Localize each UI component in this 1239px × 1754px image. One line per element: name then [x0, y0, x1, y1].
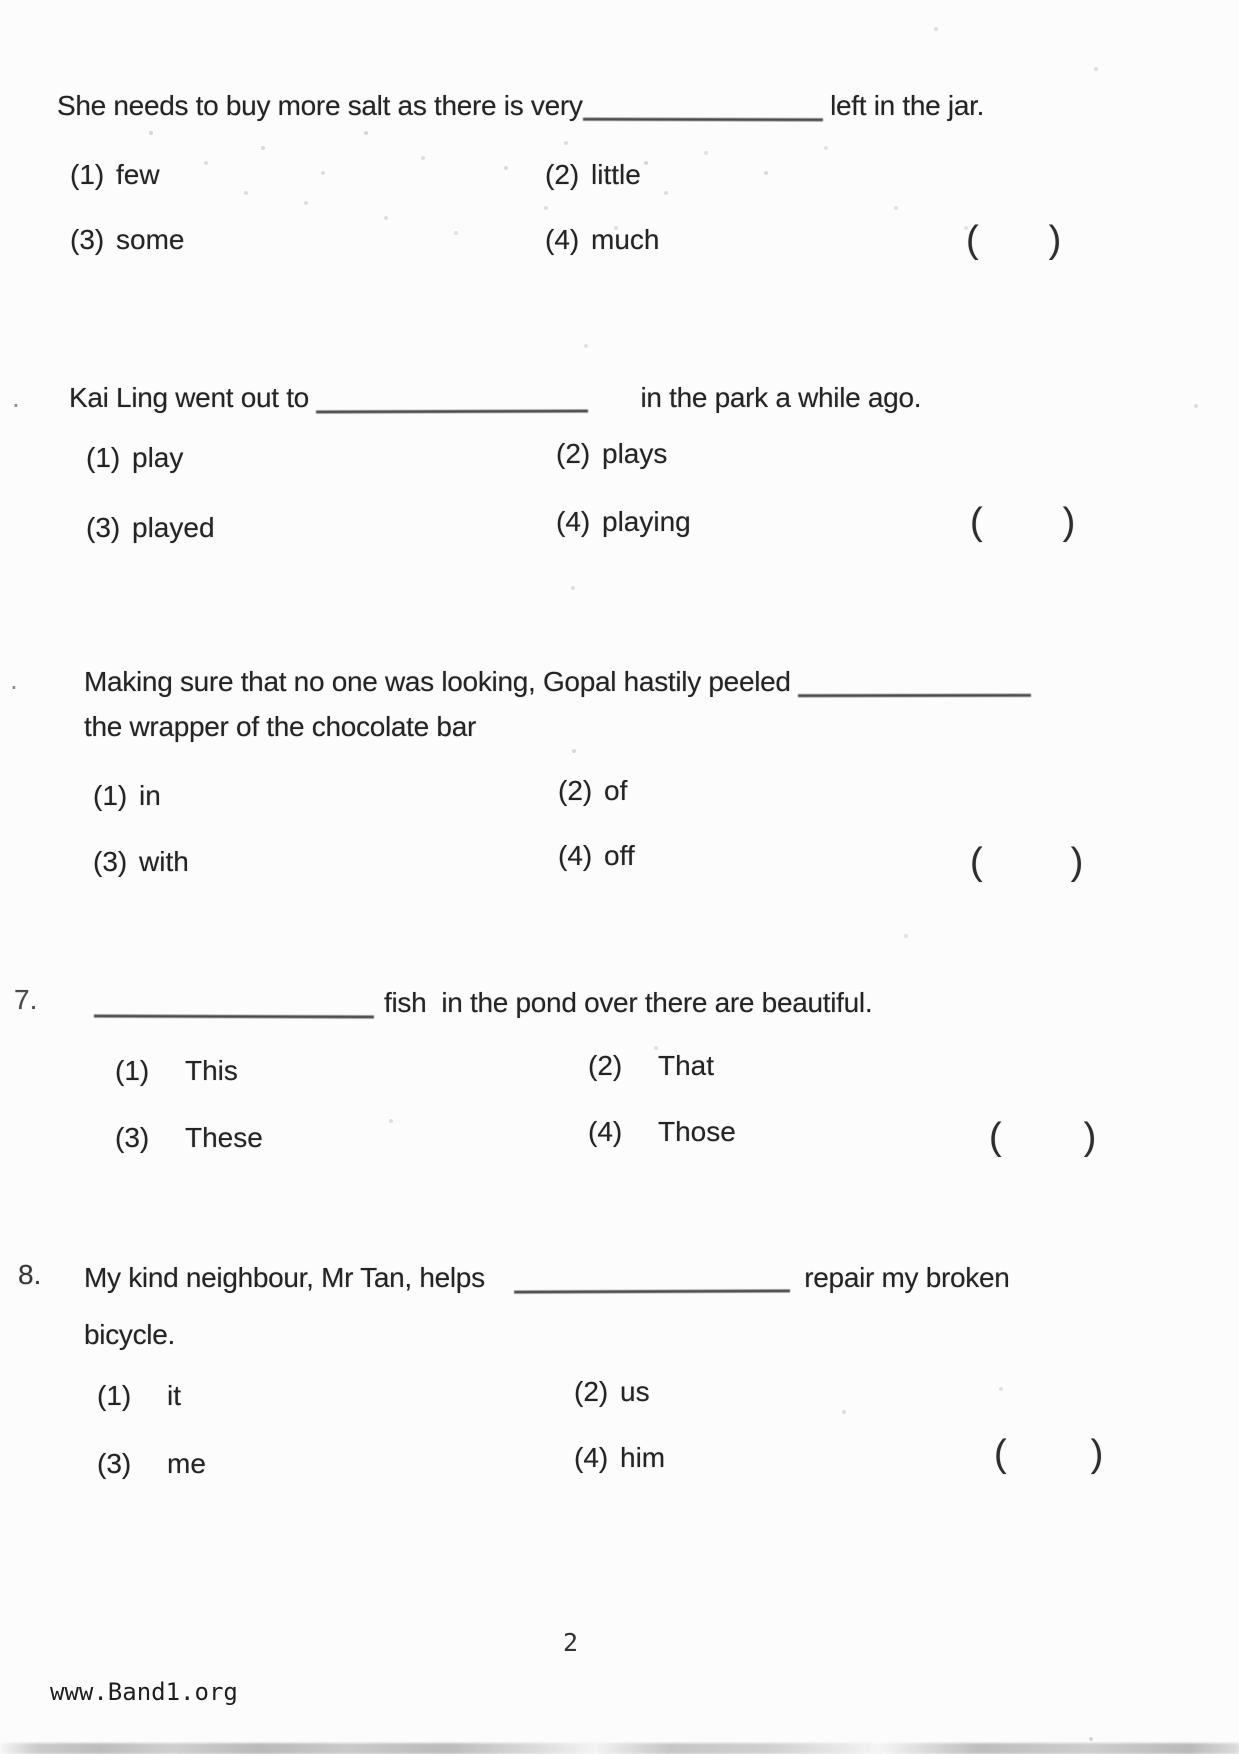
option-text: some	[116, 224, 185, 255]
bracket-close: )	[1070, 841, 1084, 883]
option-cell	[574, 1376, 650, 1408]
option-text: it	[167, 1380, 181, 1411]
stem-text-before: Making sure that no one was looking, Gopal hastily peeled	[84, 666, 799, 697]
answer-blank[interactable]	[514, 1263, 790, 1293]
question-stem	[84, 662, 1031, 698]
question-stem-line2: the wrapper of the chocolate bar	[84, 711, 476, 742]
option-number: (1)	[97, 1380, 132, 1411]
option-number: (2)	[588, 1050, 623, 1081]
option-text: of	[604, 775, 628, 806]
bracket-open: (	[970, 501, 983, 543]
option-number: (2)	[545, 159, 580, 190]
option-text: in	[139, 780, 161, 811]
option-text: little	[591, 159, 641, 190]
answer-bracket[interactable]	[989, 1113, 1096, 1161]
option-cell	[588, 1116, 736, 1148]
bracket-close: )	[1048, 219, 1062, 261]
question-stem	[94, 983, 872, 1019]
question-number: .	[12, 382, 20, 413]
option-cell	[556, 506, 691, 538]
option-number: (4)	[574, 1442, 609, 1473]
bracket-open: (	[970, 841, 983, 883]
option-text: play	[132, 442, 184, 473]
question-number: 7.	[14, 984, 38, 1015]
answer-blank[interactable]	[316, 384, 588, 414]
option-cell	[558, 775, 627, 807]
option-number: (3)	[115, 1122, 150, 1153]
option-cell	[115, 1122, 263, 1154]
answer-bracket[interactable]	[994, 1430, 1103, 1478]
bracket-open: (	[994, 1433, 1007, 1475]
option-number: (3)	[70, 224, 105, 255]
question-stem	[57, 86, 984, 122]
option-text: him	[620, 1442, 666, 1473]
answer-bracket[interactable]	[970, 838, 1083, 886]
option-text: playing	[602, 506, 691, 537]
bracket-open: (	[966, 219, 979, 261]
option-text: off	[604, 840, 635, 871]
option-number: (1)	[86, 442, 121, 473]
answer-blank[interactable]	[798, 668, 1031, 697]
option-number: (1)	[115, 1055, 150, 1086]
option-number: (2)	[556, 438, 591, 469]
option-text: Those	[658, 1116, 736, 1147]
option-number: (1)	[93, 780, 128, 811]
page-number: 2	[563, 1628, 579, 1657]
stem-text-after: left in the jar.	[822, 90, 985, 121]
option-text: me	[167, 1448, 206, 1479]
option-text: plays	[602, 438, 668, 469]
option-cell	[86, 442, 183, 474]
answer-bracket[interactable]	[966, 216, 1061, 264]
stem-text-before: My kind neighbour, Mr Tan, helps	[84, 1262, 493, 1293]
option-cell	[558, 840, 635, 872]
option-text: played	[132, 512, 215, 543]
option-cell	[86, 512, 215, 544]
option-text: This	[185, 1055, 238, 1086]
option-number: (4)	[588, 1116, 623, 1147]
stem-text-before: Kai Ling went out to	[69, 382, 317, 413]
option-number: (3)	[86, 512, 121, 543]
bracket-close: )	[1062, 501, 1076, 543]
option-cell	[93, 846, 189, 878]
option-number: (4)	[545, 224, 580, 255]
option-text: few	[116, 159, 160, 190]
question-stem	[69, 378, 921, 414]
option-cell	[545, 159, 641, 191]
question-number: 8.	[18, 1259, 42, 1290]
stem-text-after: fish in the pond over there are beautiful.	[384, 987, 873, 1018]
option-number: (1)	[70, 159, 105, 190]
stem-text-after: in the park a while ago.	[640, 382, 922, 413]
question-number: .	[10, 664, 18, 695]
option-cell	[70, 224, 184, 256]
option-number: (2)	[574, 1376, 609, 1407]
stem-text-after: repair my broken	[804, 1262, 1010, 1293]
answer-blank[interactable]	[583, 92, 823, 122]
bracket-close: )	[1090, 1433, 1104, 1475]
option-text: That	[658, 1050, 715, 1081]
option-cell	[115, 1055, 238, 1087]
website-footer: www.Band1.org	[50, 1678, 238, 1706]
option-cell	[97, 1380, 181, 1412]
option-text: These	[185, 1122, 263, 1153]
scan-noise	[0, 0, 2, 2]
option-number: (4)	[558, 840, 593, 871]
option-number: (4)	[556, 506, 591, 537]
option-text: much	[591, 224, 660, 255]
bracket-close: )	[1083, 1116, 1097, 1158]
option-text: with	[139, 846, 189, 877]
answer-blank[interactable]	[94, 989, 374, 1019]
stem-text-before: She needs to buy more salt as there is very	[57, 90, 583, 121]
option-cell	[97, 1448, 206, 1480]
question-stem	[84, 1258, 1010, 1294]
option-cell	[545, 224, 659, 256]
bottom-scan-edge	[0, 1743, 1239, 1754]
option-number: (2)	[558, 775, 593, 806]
option-cell	[70, 159, 160, 191]
question-stem-line2: bicycle.	[84, 1319, 175, 1350]
option-cell	[588, 1050, 714, 1082]
option-number: (3)	[93, 846, 128, 877]
option-number: (3)	[97, 1448, 132, 1479]
option-cell	[556, 438, 667, 470]
answer-bracket[interactable]	[970, 498, 1075, 546]
option-cell	[93, 780, 161, 812]
bracket-open: (	[989, 1116, 1002, 1158]
option-cell	[574, 1442, 665, 1474]
option-text: us	[620, 1376, 650, 1407]
